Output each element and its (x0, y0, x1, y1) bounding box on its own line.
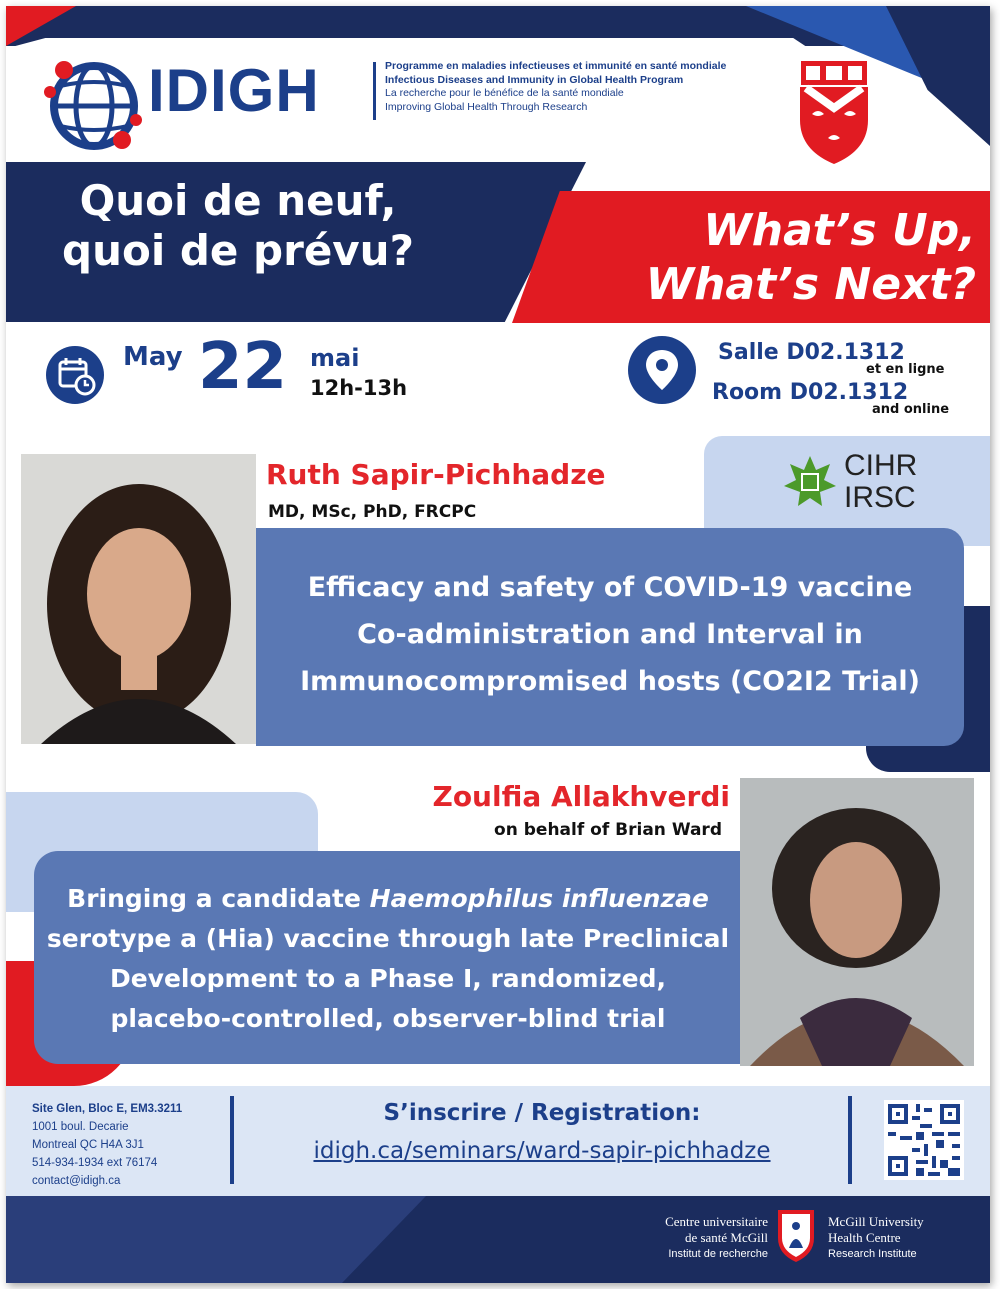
sponsor-line: CIHR (844, 449, 918, 482)
footer-fr (586, 1214, 768, 1262)
en-title-line: What’s Next? (645, 259, 976, 310)
event-time: 12h-13h (310, 376, 408, 400)
speaker1-name: Ruth Sapir-Pichhadze (266, 458, 606, 491)
registration-link[interactable]: idigh.ca/seminars/ward-sapir-pichhadze (313, 1138, 771, 1164)
contact-email[interactable]: contact@idigh.ca (32, 1175, 121, 1187)
registration-divider (848, 1096, 852, 1184)
contact-block (32, 1100, 182, 1190)
contact-phone: 514-934-1934 ext 76174 (32, 1157, 158, 1169)
speaker2-photo (740, 778, 974, 1066)
room-en: Room D02.1312 (712, 380, 909, 405)
footer-en-line: Health Centre (828, 1230, 901, 1245)
tagline (385, 60, 726, 114)
footer-fr-line: de santé McGill (684, 1230, 768, 1245)
room-fr-suffix: et en ligne (866, 362, 945, 377)
talk-line: Development to a Phase I, randomized, (109, 964, 667, 993)
talk-line: Efficacy and safety of COVID-19 vaccine (307, 572, 913, 603)
footer-en-line: Research Institute (828, 1248, 917, 1260)
speaker2-talk-panel (34, 851, 742, 1064)
footer-en (828, 1214, 988, 1262)
maple-leaf-icon (780, 452, 840, 512)
room-fr: Salle D02.1312 (718, 340, 905, 365)
date-day: 22 (198, 330, 288, 404)
talk-species: Haemophilus influenzae (369, 884, 709, 913)
footer-fr-line: Institut de recherche (668, 1248, 768, 1260)
tagline-line: Infectious Diseases and Immunity in Global Health Program (385, 73, 684, 86)
sponsor-line: IRSC (844, 481, 916, 514)
speaker2-affiliation: on behalf of Brian Ward (494, 820, 722, 840)
date-month-fr: mai (310, 344, 360, 372)
speaker1-credentials: MD, MSc, PhD, FRCPC (268, 502, 477, 522)
speaker2-talk-title (34, 879, 742, 1039)
speaker2-name: Zoulfia Allakhverdi (432, 780, 730, 813)
fr-title-line: quoi de prévu? (62, 226, 414, 275)
speaker1-talk-title (256, 564, 964, 705)
fr-title-line: Quoi de neuf, (79, 176, 397, 225)
contact-address2: Montreal QC H4A 3J1 (32, 1139, 144, 1151)
tagline-line: La recherche pour le bénéfice de la santé mondiale (385, 87, 624, 99)
location-pin-icon (628, 336, 696, 404)
date-month-en: May (123, 342, 183, 372)
talk-line: Immunocompromised hosts (CO2I2 Trial) (300, 666, 920, 697)
registration-heading: S’inscrire / Registration: (383, 1100, 701, 1126)
footer-en-line: McGill University (828, 1214, 924, 1229)
tagline-line: Improving Global Health Through Research (385, 100, 588, 113)
contact-divider (230, 1096, 234, 1184)
poster (6, 6, 990, 1283)
calendar-clock-icon (46, 346, 104, 404)
tagline-line: Programme en maladies infectieuses et immunité en santé mondiale (385, 60, 727, 72)
contact-address1: 1001 boul. Decarie (32, 1121, 129, 1133)
talk-line: Co-administration and Interval in (357, 619, 863, 650)
speaker1-photo (21, 454, 256, 744)
en-title-line: What’s Up, (703, 205, 976, 256)
mcgill-crest-icon (798, 58, 870, 166)
muhc-shield-icon (776, 1208, 816, 1264)
logo-wordmark: IDIGH (148, 57, 320, 124)
footer-fr-line: Centre universitaire (665, 1214, 768, 1229)
logo-divider (373, 62, 376, 120)
talk-line: serotype a (Hia) vaccine through late Preclinical (46, 924, 730, 953)
qr-code-icon[interactable] (884, 1100, 964, 1180)
talk-segment: Bringing a candidate (67, 884, 370, 913)
contact-site: Site Glen, Bloc E, EM3.3211 (32, 1103, 183, 1115)
speaker1-talk-panel (256, 528, 964, 746)
room-en-suffix: and online (872, 402, 950, 417)
fr-title (28, 176, 448, 276)
talk-line (34, 879, 742, 919)
en-title (556, 204, 976, 312)
talk-line: placebo-controlled, observer-blind trial (110, 1004, 666, 1033)
sponsor-text (844, 450, 917, 514)
globe-logo-icon (36, 48, 146, 158)
